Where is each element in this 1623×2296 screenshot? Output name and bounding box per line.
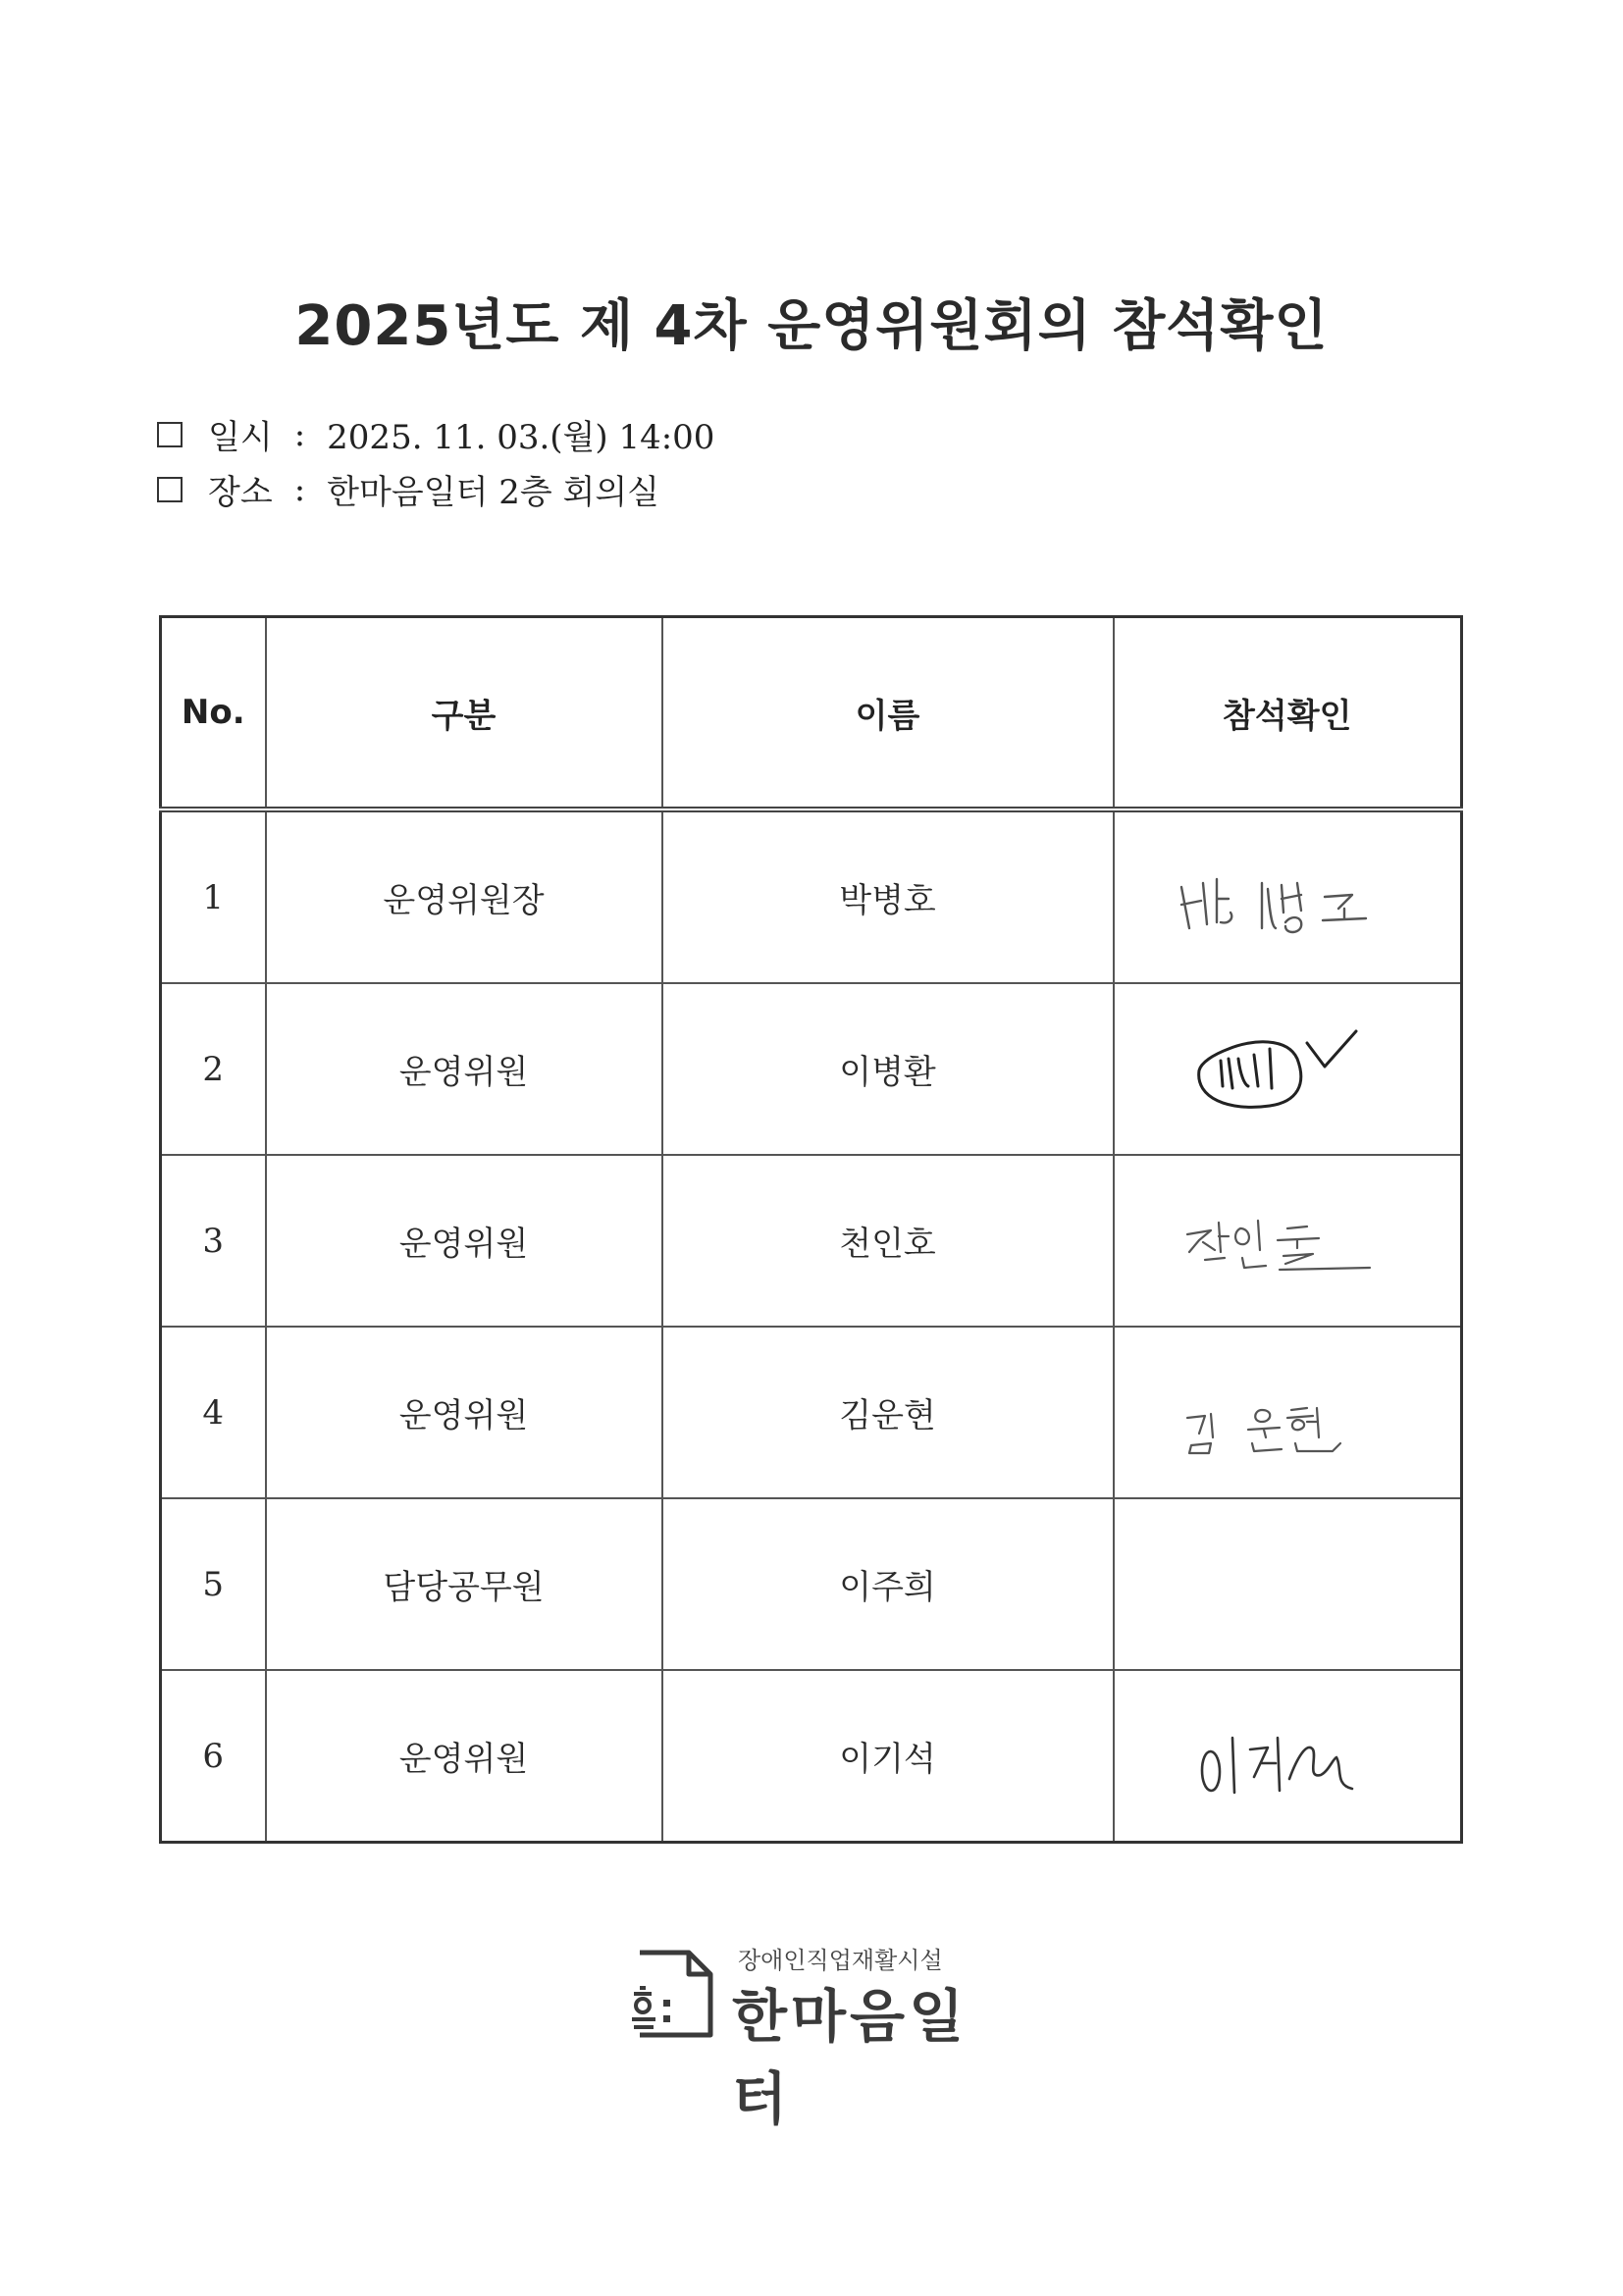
attendance-table [159, 615, 1463, 1844]
logo-subtitle: 장애인직업재활시설 [738, 1947, 943, 1974]
row-category: 운영위원장 [266, 809, 662, 983]
header-no: No. [161, 617, 266, 810]
checkbox-icon [157, 477, 183, 502]
table-row [161, 1327, 1462, 1498]
row-category: 운영위원 [266, 983, 662, 1155]
table-row [161, 1498, 1462, 1670]
organization-logo [628, 1941, 1021, 2132]
table-row [161, 983, 1462, 1155]
row-category: 운영위원 [266, 1327, 662, 1498]
info-place-label: 장소 [208, 473, 273, 512]
table-row [161, 1155, 1462, 1327]
signature-image [1160, 1187, 1415, 1295]
info-datetime [157, 410, 714, 458]
info-place [157, 465, 659, 513]
row-category: 운영위원 [266, 1670, 662, 1843]
row-no: 5 [161, 1498, 266, 1670]
header-category: 구분 [266, 617, 662, 810]
logo-mark-icon [628, 1947, 716, 2041]
info-datetime-colon: : [293, 414, 306, 454]
row-signature-cell [1114, 983, 1462, 1155]
row-name: 이병환 [662, 983, 1114, 1155]
info-place-value: 한마음일터 2층 회의실 [327, 473, 660, 512]
info-place-colon: : [293, 469, 306, 509]
row-no: 2 [161, 983, 266, 1155]
row-no: 1 [161, 809, 266, 983]
checkbox-icon [157, 422, 183, 447]
header-name: 이름 [662, 617, 1114, 810]
signature-image [1160, 1016, 1415, 1123]
document-title: 2025년도 제 4차 운영위원회의 참석확인 [294, 294, 1329, 358]
info-datetime-label: 일시 [208, 418, 273, 457]
table-header-row [161, 617, 1462, 810]
table-row [161, 809, 1462, 983]
signature-image [1160, 844, 1415, 952]
row-name: 이기석 [662, 1670, 1114, 1843]
row-no: 3 [161, 1155, 266, 1327]
row-category: 운영위원 [266, 1155, 662, 1327]
row-signature-cell [1114, 1327, 1462, 1498]
row-no: 6 [161, 1670, 266, 1843]
row-name: 천인호 [662, 1155, 1114, 1327]
row-signature-cell [1114, 1498, 1462, 1670]
row-category: 담당공무원 [266, 1498, 662, 1670]
row-name: 이주희 [662, 1498, 1114, 1670]
signature-image [1160, 1702, 1415, 1810]
row-signature-cell [1114, 1155, 1462, 1327]
row-signature-cell [1114, 809, 1462, 983]
signature-image [1160, 1359, 1415, 1467]
logo-name: 한마음일터 [732, 1983, 969, 2132]
row-no: 4 [161, 1327, 266, 1498]
row-signature-cell [1114, 1670, 1462, 1843]
row-name: 김운현 [662, 1327, 1114, 1498]
info-datetime-value: 2025. 11. 03.(월) 14:00 [327, 418, 715, 457]
row-name: 박병호 [662, 809, 1114, 983]
table-row [161, 1670, 1462, 1843]
header-attendance: 참석확인 [1114, 617, 1462, 810]
